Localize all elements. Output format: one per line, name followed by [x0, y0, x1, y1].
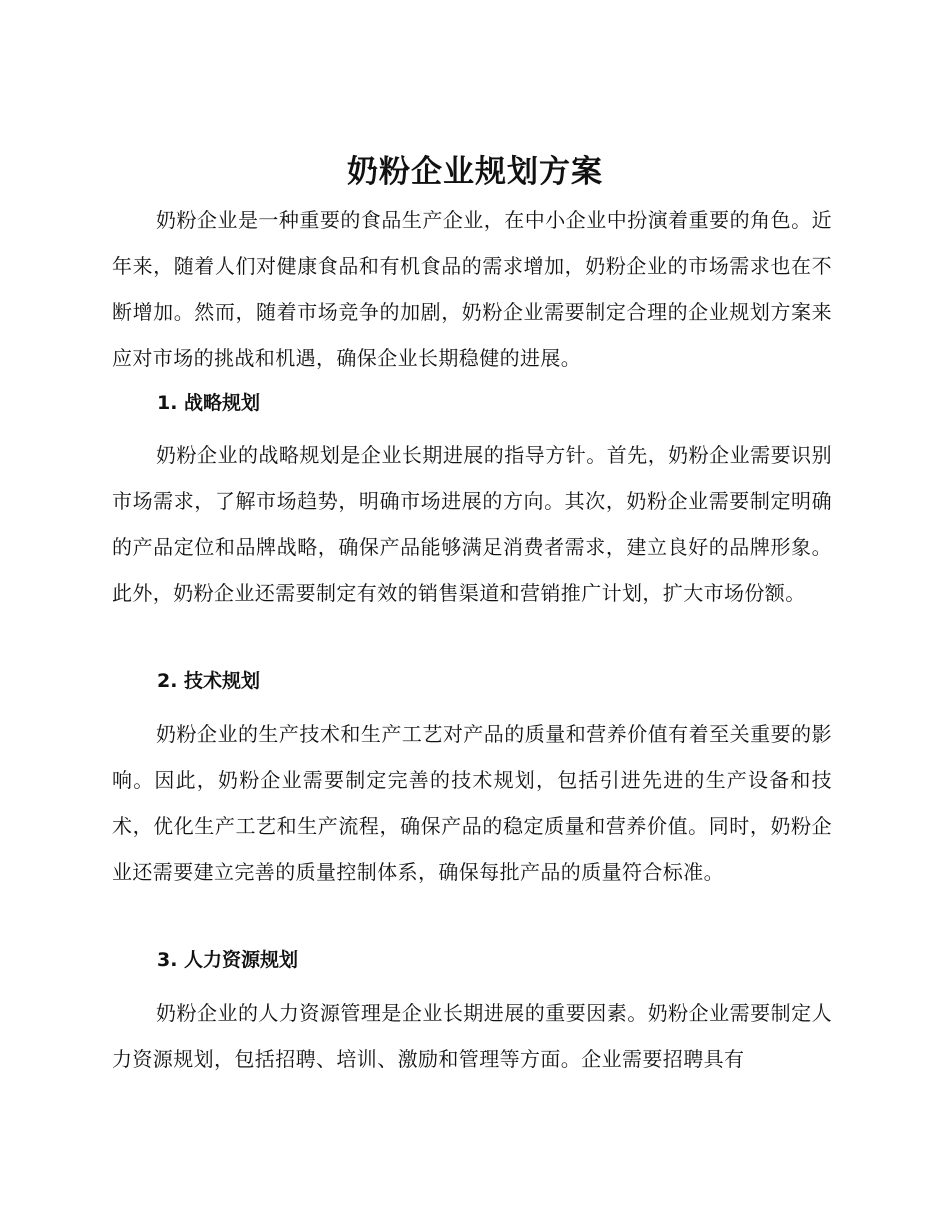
document-title: 奶粉企业规划方案	[347, 154, 603, 190]
section-heading-hr: 3. 人力资源规划	[157, 949, 299, 971]
intro-paragraph: 奶粉企业是一种重要的食品生产企业，在中小企业中扮演着重要的角色。近年来，随着人们对健康食品和有机食品的需求增加，奶粉企业的市场需求也在不断增加。然而，随着市场竞争的加剧，奶粉企业需要制定合理的企业规划方案来应对市场的挑战和机遇，确保企业长期稳健的进展。	[112, 208, 832, 370]
section-body-hr: 奶粉企业的人力资源管理是企业长期进展的重要因素。奶粉企业需要制定人力资源规划，包括招聘、培训、激励和管理等方面。企业需要招聘具有	[112, 1001, 832, 1071]
section-body-strategy: 奶粉企业的战略规划是企业长期进展的指导方针。首先，奶粉企业需要识别市场需求，了解市场趋势，明确市场进展的方向。其次，奶粉企业需要制定明确的产品定位和品牌战略，确保产品能够满足消费者需求，建立良好的品牌形象。此外，奶粉企业还需要制定有效的销售渠道和营销推广计划，扩大市场份额。	[112, 443, 832, 605]
section-heading-technology: 2. 技术规划	[157, 670, 261, 692]
section-heading-strategy: 1. 战略规划	[157, 392, 261, 414]
section-body-technology: 奶粉企业的生产技术和生产工艺对产品的质量和营养价值有着至关重要的影响。因此，奶粉企业需要制定完善的技术规划，包括引进先进的生产设备和技术，优化生产工艺和生产流程，确保产品的稳定质量和营养价值。同时，奶粉企业还需要建立完善的质量控制体系，确保每批产品的质量符合标准。	[112, 722, 832, 884]
